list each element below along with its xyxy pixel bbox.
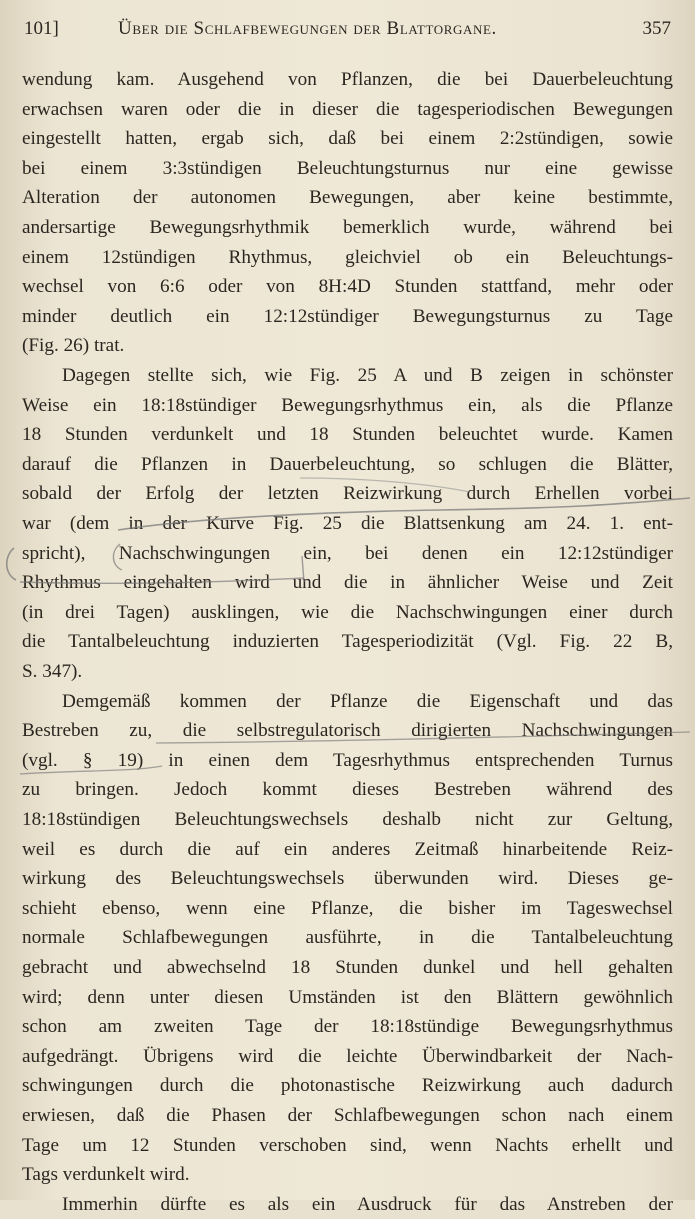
running-header <box>24 18 681 48</box>
text-line: erwiesen, daß die Phasen der Schlafbewegungen schon nach einem <box>22 1105 673 1126</box>
text-line: sobald der Erfolg der letzten Reizwirkung durch Erhellen vorbei <box>22 483 673 505</box>
text-line: gebracht und abwechselnd 18 Stunden dunkel und hell gehalten <box>22 957 673 978</box>
text-line: bei einem 3:3stündigen Beleuchtungsturnus nur eine gewisse <box>22 157 673 179</box>
text-line: minder deutlich ein 12:12stündiger Bewegungsturnus zu Tage <box>22 305 673 327</box>
text-line: aufgedrängt. Übrigens wird die leichte Überwindbarkeit der Nach- <box>22 1045 673 1067</box>
text-line: spricht), Nachschwingungen ein, bei denen ein 12:12stündiger <box>22 542 673 564</box>
text-line: die Tantalbeleuchtung induzierten Tagesperiodizität (Vgl. Fig. 22 B, <box>22 631 673 653</box>
text-line: Immerhin dürfte es als ein Ausdruck für das Anstreben der <box>62 1193 673 1215</box>
text-line: (in drei Tagen) ausklingen, wie die Nachschwingungen einer durch <box>22 601 673 623</box>
page-number-left: 101] <box>24 18 59 39</box>
text-line: Tags verdunkelt wird. <box>22 1164 190 1186</box>
text-line: darauf die Pflanzen in Dauerbeleuchtung, so schlugen die Blätter, <box>22 453 673 475</box>
page-number-right: 357 <box>642 18 671 39</box>
text-line: Tage um 12 Stunden verschoben sind, wenn Nachts erhellt und <box>22 1134 673 1156</box>
text-line: andersartige Bewegungsrhythmik bemerklich wurde, während bei <box>22 217 673 238</box>
text-line: war (dem in der Kurve Fig. 25 die Blattsenkung am 24. 1. ent- <box>22 513 673 534</box>
text-line: einem 12stündigen Rhythmus, gleichviel ob ein Beleuchtungs- <box>22 246 673 268</box>
text-line: wechsel von 6:6 oder von 8H:4D Stunden stattfand, mehr oder <box>22 276 673 298</box>
text-line: wendung kam. Ausgehend von Pflanzen, die bei Dauerbeleuchtung <box>22 69 673 90</box>
text-line: eingestellt hatten, ergab sich, daß bei einem 2:2stündigen, sowie <box>22 128 673 150</box>
text-line: S. 347). <box>22 661 83 682</box>
text-line: weil es durch die auf ein anderes Zeitmaß hinarbeitende Reiz- <box>22 838 673 860</box>
text-line: zu bringen. Jedoch kommt dieses Bestreben während des <box>22 779 673 801</box>
text-line: schieht ebenso, wenn eine Pflanze, die bisher im Tageswechsel <box>22 897 673 919</box>
text-line: 18 Stunden verdunkelt und 18 Stunden beleuchtet wurde. Kamen <box>22 424 673 446</box>
text-line: wird; denn unter diesen Umständen ist den Blättern gewöhnlich <box>22 986 673 1008</box>
text-line: normale Schlafbewegungen ausführte, in die Tantalbeleuchtung <box>22 927 673 949</box>
text-line: (Fig. 26) trat. <box>22 335 125 357</box>
text-line: Demgemäß kommen der Pflanze die Eigenschaft und das <box>62 690 673 712</box>
text-line: Dagegen stellte sich, wie Fig. 25 A und B zeigen in schönster <box>62 365 673 386</box>
text-line: Rhythmus eingehalten wird und die in ähnlicher Weise und Zeit <box>22 572 673 594</box>
text-line: schon am zweiten Tage der 18:18stündige Bewegungsrhythmus <box>22 1016 673 1038</box>
text-line: Weise ein 18:18stündiger Bewegungsrhythmus ein, als die Pflanze <box>22 394 673 416</box>
text-line: erwachsen waren oder die in dieser die tagesperiodischen Bewegungen <box>22 98 673 120</box>
text-line: Alteration der autonomen Bewegungen, aber keine bestimmte, <box>22 187 673 209</box>
text-line: wirkung des Beleuchtungswechsels überwunden wird. Dieses ge- <box>22 868 673 890</box>
text-line: (vgl. § 19) in einen dem Tagesrhythmus entsprechenden Turnus <box>22 749 673 771</box>
text-line: 18:18stündigen Beleuchtungswechsels deshalb nicht zur Geltung, <box>22 809 673 830</box>
text-line: schwingungen durch die photonastische Reizwirkung auch dadurch <box>22 1075 673 1097</box>
text-line: Bestreben zu, die selbstregulatorisch dirigierten Nachschwingungen <box>22 720 673 742</box>
running-title: Über die Schlafbewegungen der Blattorgane. <box>118 18 497 39</box>
